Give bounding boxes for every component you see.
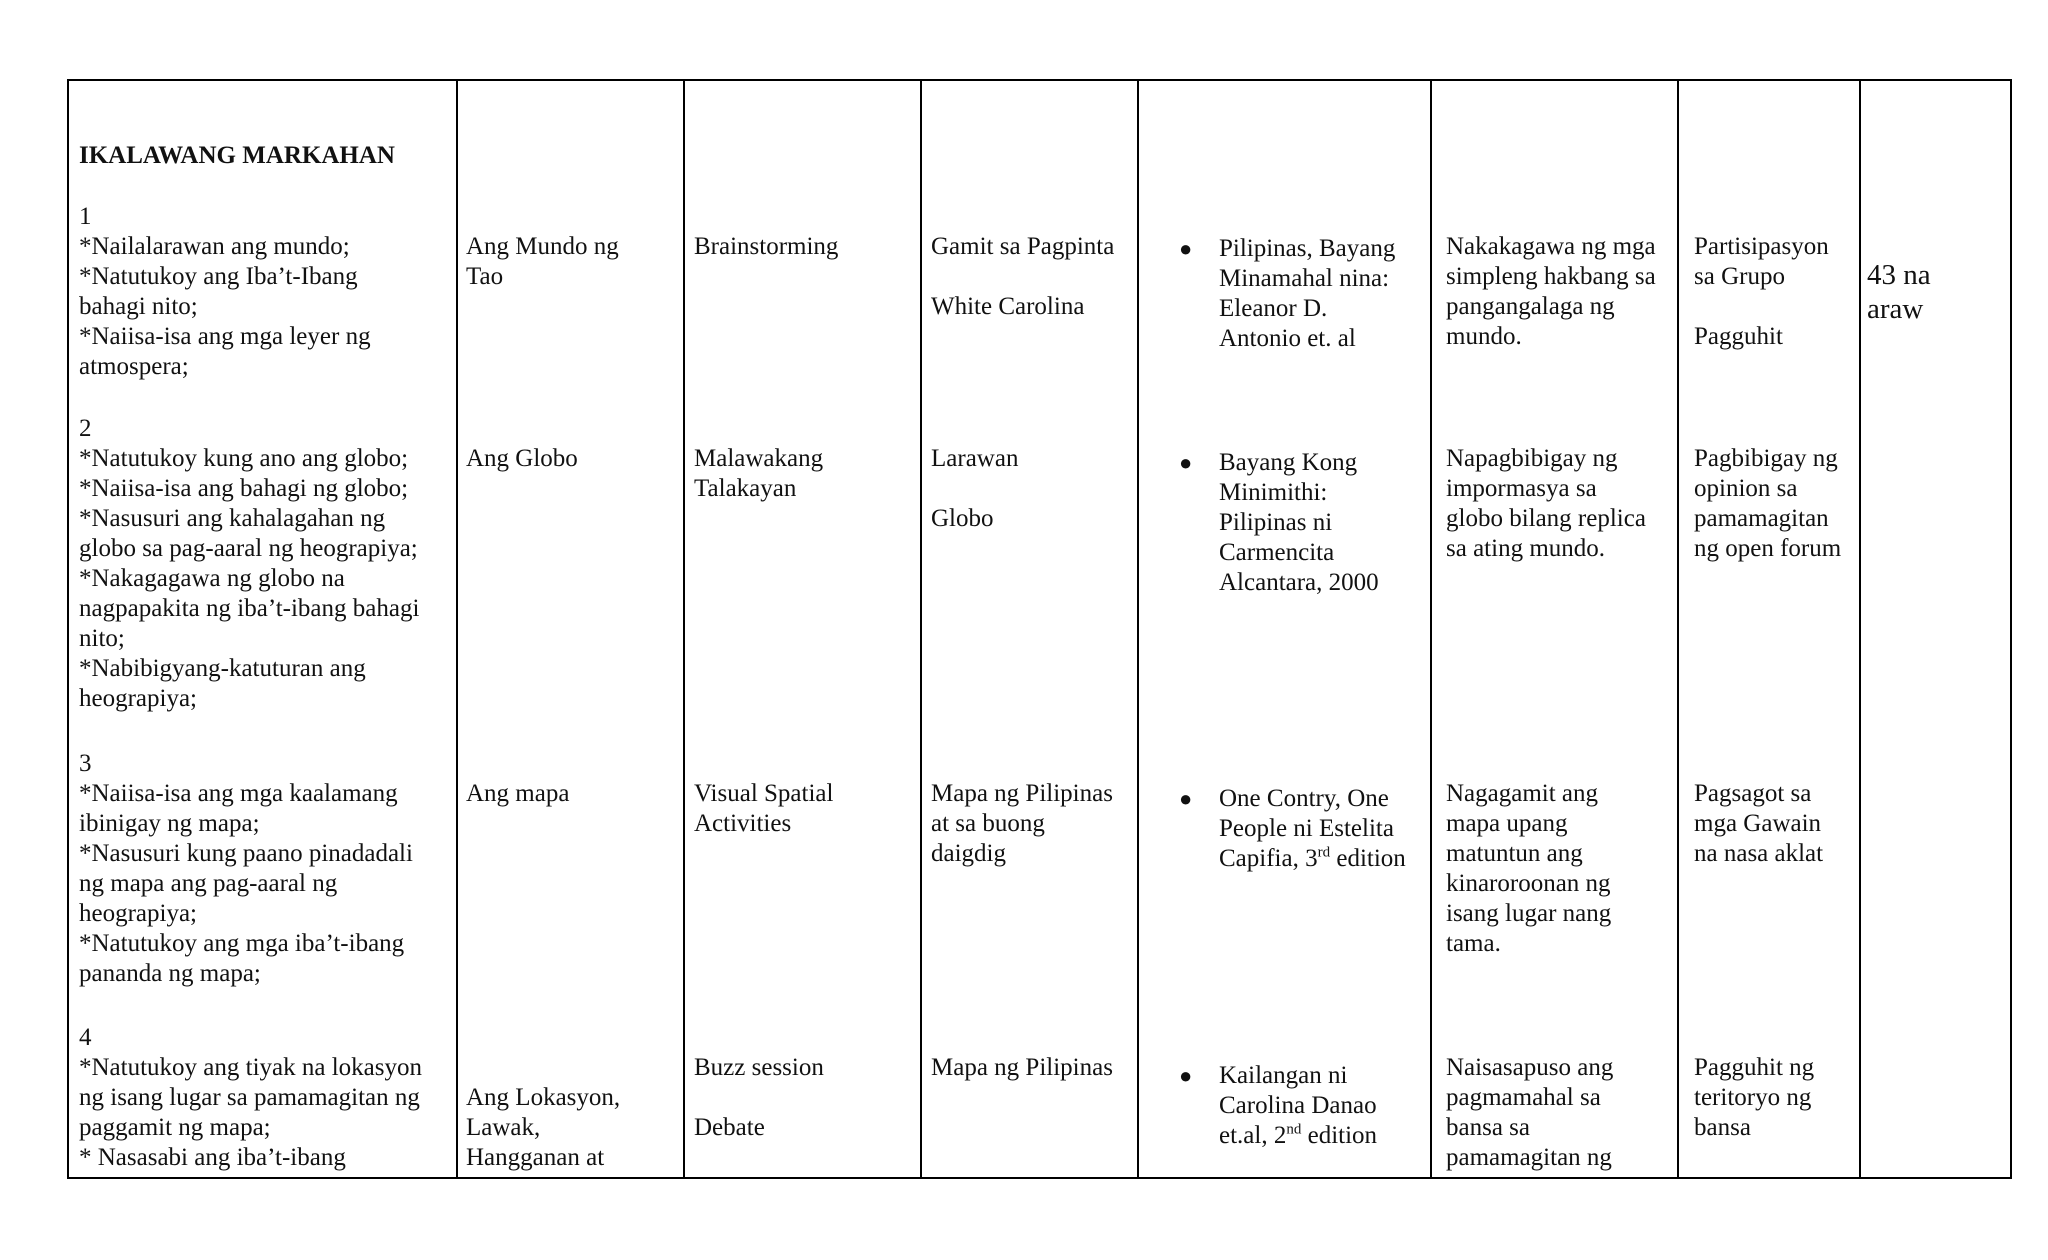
reference-line: Kailangan ni xyxy=(1219,1062,1348,1089)
reference-line: Pilipinas ni xyxy=(1219,509,1333,536)
column-divider xyxy=(456,81,458,1177)
value-line: pagmamahal sa xyxy=(1446,1084,1601,1111)
value-line: bansa sa xyxy=(1446,1114,1530,1141)
column-divider xyxy=(683,81,685,1177)
duration-line: 43 na xyxy=(1867,259,1931,291)
reference-line: Carolina Danao xyxy=(1219,1092,1377,1119)
reference-line: Eleanor D. xyxy=(1219,295,1328,322)
material-line: at sa buong xyxy=(931,810,1045,837)
assessment-line: teritoryo ng xyxy=(1694,1084,1812,1111)
objective-line: ng mapa ang pag-aaral ng xyxy=(79,870,338,897)
value-line: pamamagitan ng xyxy=(1446,1144,1612,1171)
reference-line: One Contry, One xyxy=(1219,785,1389,812)
value-line: Nagagamit ang xyxy=(1446,780,1599,807)
value-line: mundo. xyxy=(1446,323,1522,350)
objective-line: *Nasusuri kung paano pinadadali xyxy=(79,840,413,867)
reference-text: edition xyxy=(1330,845,1406,872)
value-line: matuntun ang xyxy=(1446,840,1583,867)
assessment-line: opinion sa xyxy=(1694,475,1798,502)
duration-line: araw xyxy=(1867,293,1924,325)
value-line: Naisasapuso ang xyxy=(1446,1054,1614,1081)
value-line: globo bilang replica xyxy=(1446,505,1646,532)
bullet-icon: ● xyxy=(1179,236,1193,261)
objective-line: 1 xyxy=(79,203,92,230)
value-line: Napagbibigay ng xyxy=(1446,445,1618,472)
reference-text: et.al, 2 xyxy=(1219,1122,1287,1149)
objective-line: atmospera; xyxy=(79,353,189,380)
objective-line: pananda ng mapa; xyxy=(79,960,261,987)
objective-line: 4 xyxy=(79,1024,92,1051)
material-line: daigdig xyxy=(931,840,1006,867)
objective-line: *Nakagagawa ng globo na xyxy=(79,565,345,592)
objective-line: heograpiya; xyxy=(79,900,198,927)
objective-line: globo sa pag-aaral ng heograpiya; xyxy=(79,535,418,562)
objective-line: ibinigay ng mapa; xyxy=(79,810,260,837)
topic-line: Ang mapa xyxy=(466,780,570,807)
objective-line: nagpapakita ng iba’t-ibang bahagi xyxy=(79,595,420,622)
reference-text: Capifia, 3 xyxy=(1219,845,1318,872)
value-line: kinaroroonan ng xyxy=(1446,870,1611,897)
objective-line: *Natutukoy ang Iba’t-Ibang xyxy=(79,263,358,290)
reference-line: Carmencita xyxy=(1219,539,1335,566)
material-line: Globo xyxy=(931,505,994,532)
value-line: simpleng hakbang sa xyxy=(1446,263,1656,290)
assessment-line: sa Grupo xyxy=(1694,263,1785,290)
bullet-icon: ● xyxy=(1179,786,1193,811)
objective-line: bahagi nito; xyxy=(79,293,198,320)
assessment-line: na nasa aklat xyxy=(1694,840,1824,867)
value-line: sa ating mundo. xyxy=(1446,535,1606,562)
assessment-line: Pagguhit ng xyxy=(1694,1054,1815,1081)
value-line: tama. xyxy=(1446,930,1501,957)
material-line: Larawan xyxy=(931,445,1019,472)
bullet-icon: ● xyxy=(1179,450,1193,475)
strategy-line: Activities xyxy=(694,810,792,837)
assessment-line: bansa xyxy=(1694,1114,1751,1141)
assessment-line: ng open forum xyxy=(1694,535,1842,562)
topic-line: Ang Mundo ng xyxy=(466,233,619,260)
assessment-line: pamamagitan xyxy=(1694,505,1829,532)
material-line: Gamit sa Pagpinta xyxy=(931,233,1115,260)
objective-line: ng isang lugar sa pamamagitan ng xyxy=(79,1084,420,1111)
reference-line: Antonio et. al xyxy=(1219,325,1356,352)
assessment-line: mga Gawain xyxy=(1694,810,1822,837)
reference-line xyxy=(1219,844,1406,874)
objective-line: *Nabibigyang-katuturan ang xyxy=(79,655,366,682)
objective-line: paggamit ng mapa; xyxy=(79,1114,271,1141)
topic-line: Tao xyxy=(466,263,504,290)
objective-line: *Natutukoy kung ano ang globo; xyxy=(79,445,409,472)
assessment-line: Pagbibigay ng xyxy=(1694,445,1838,472)
reference-line: Alcantara, 2000 xyxy=(1219,569,1379,596)
reference-line: Bayang Kong xyxy=(1219,449,1358,476)
objective-line: *Natutukoy ang tiyak na lokasyon xyxy=(79,1054,422,1081)
assessment-line: Partisipasyon xyxy=(1694,233,1829,260)
ordinal-suffix: nd xyxy=(1286,1121,1302,1138)
objective-line: *Naiisa-isa ang mga leyer ng xyxy=(79,323,371,350)
material-line: Mapa ng Pilipinas xyxy=(931,1054,1113,1081)
column-divider xyxy=(1677,81,1679,1177)
objective-line: *Naiisa-isa ang bahagi ng globo; xyxy=(79,475,409,502)
reference-line: Minamahal nina: xyxy=(1219,265,1390,292)
material-line: Mapa ng Pilipinas xyxy=(931,780,1113,807)
objective-line: 3 xyxy=(79,750,92,777)
value-line: mapa upang xyxy=(1446,810,1568,837)
reference-line: Minimithi: xyxy=(1219,479,1328,506)
reference-line: Pilipinas, Bayang xyxy=(1219,235,1396,262)
objective-line: *Nailalarawan ang mundo; xyxy=(79,233,350,260)
assessment-line: Pagguhit xyxy=(1694,323,1783,350)
strategy-line: Talakayan xyxy=(694,475,797,502)
value-line: Nakakagawa ng mga xyxy=(1446,233,1656,260)
objective-line: *Naiisa-isa ang mga kaalamang xyxy=(79,780,398,807)
topic-line: Ang Globo xyxy=(466,445,578,472)
column-divider xyxy=(1859,81,1861,1177)
value-line: isang lugar nang xyxy=(1446,900,1612,927)
strategy-line: Debate xyxy=(694,1114,765,1141)
column-divider xyxy=(1137,81,1139,1177)
quarter-heading: IKALAWANG MARKAHAN xyxy=(79,142,395,169)
objective-line: * Nasasabi ang iba’t-ibang xyxy=(79,1144,346,1171)
strategy-line: Malawakang xyxy=(694,445,824,472)
topic-line: Ang Lokasyon, xyxy=(466,1084,621,1111)
column-divider xyxy=(1430,81,1432,1177)
reference-text: edition xyxy=(1301,1122,1378,1149)
column-divider xyxy=(920,81,922,1177)
objective-line: nito; xyxy=(79,625,125,652)
bullet-icon: ● xyxy=(1179,1063,1193,1088)
assessment-line: Pagsagot sa xyxy=(1694,780,1812,807)
strategy-line: Visual Spatial xyxy=(694,780,834,807)
strategy-line: Brainstorming xyxy=(694,233,839,260)
reference-line xyxy=(1219,1121,1377,1151)
objective-line: *Nasusuri ang kahalagahan ng xyxy=(79,505,386,532)
strategy-line: Buzz session xyxy=(694,1054,824,1081)
objective-line: heograpiya; xyxy=(79,685,198,712)
value-line: impormasya sa xyxy=(1446,475,1597,502)
value-line: pangangalaga ng xyxy=(1446,293,1615,320)
reference-line: People ni Estelita xyxy=(1219,815,1394,842)
objective-line: *Natutukoy ang mga iba’t-ibang xyxy=(79,930,405,957)
material-line: White Carolina xyxy=(931,293,1085,320)
topic-line: Lawak, xyxy=(466,1114,541,1141)
objective-line: 2 xyxy=(79,415,92,442)
ordinal-suffix: rd xyxy=(1317,844,1331,861)
topic-line: Hangganan at xyxy=(466,1144,605,1171)
